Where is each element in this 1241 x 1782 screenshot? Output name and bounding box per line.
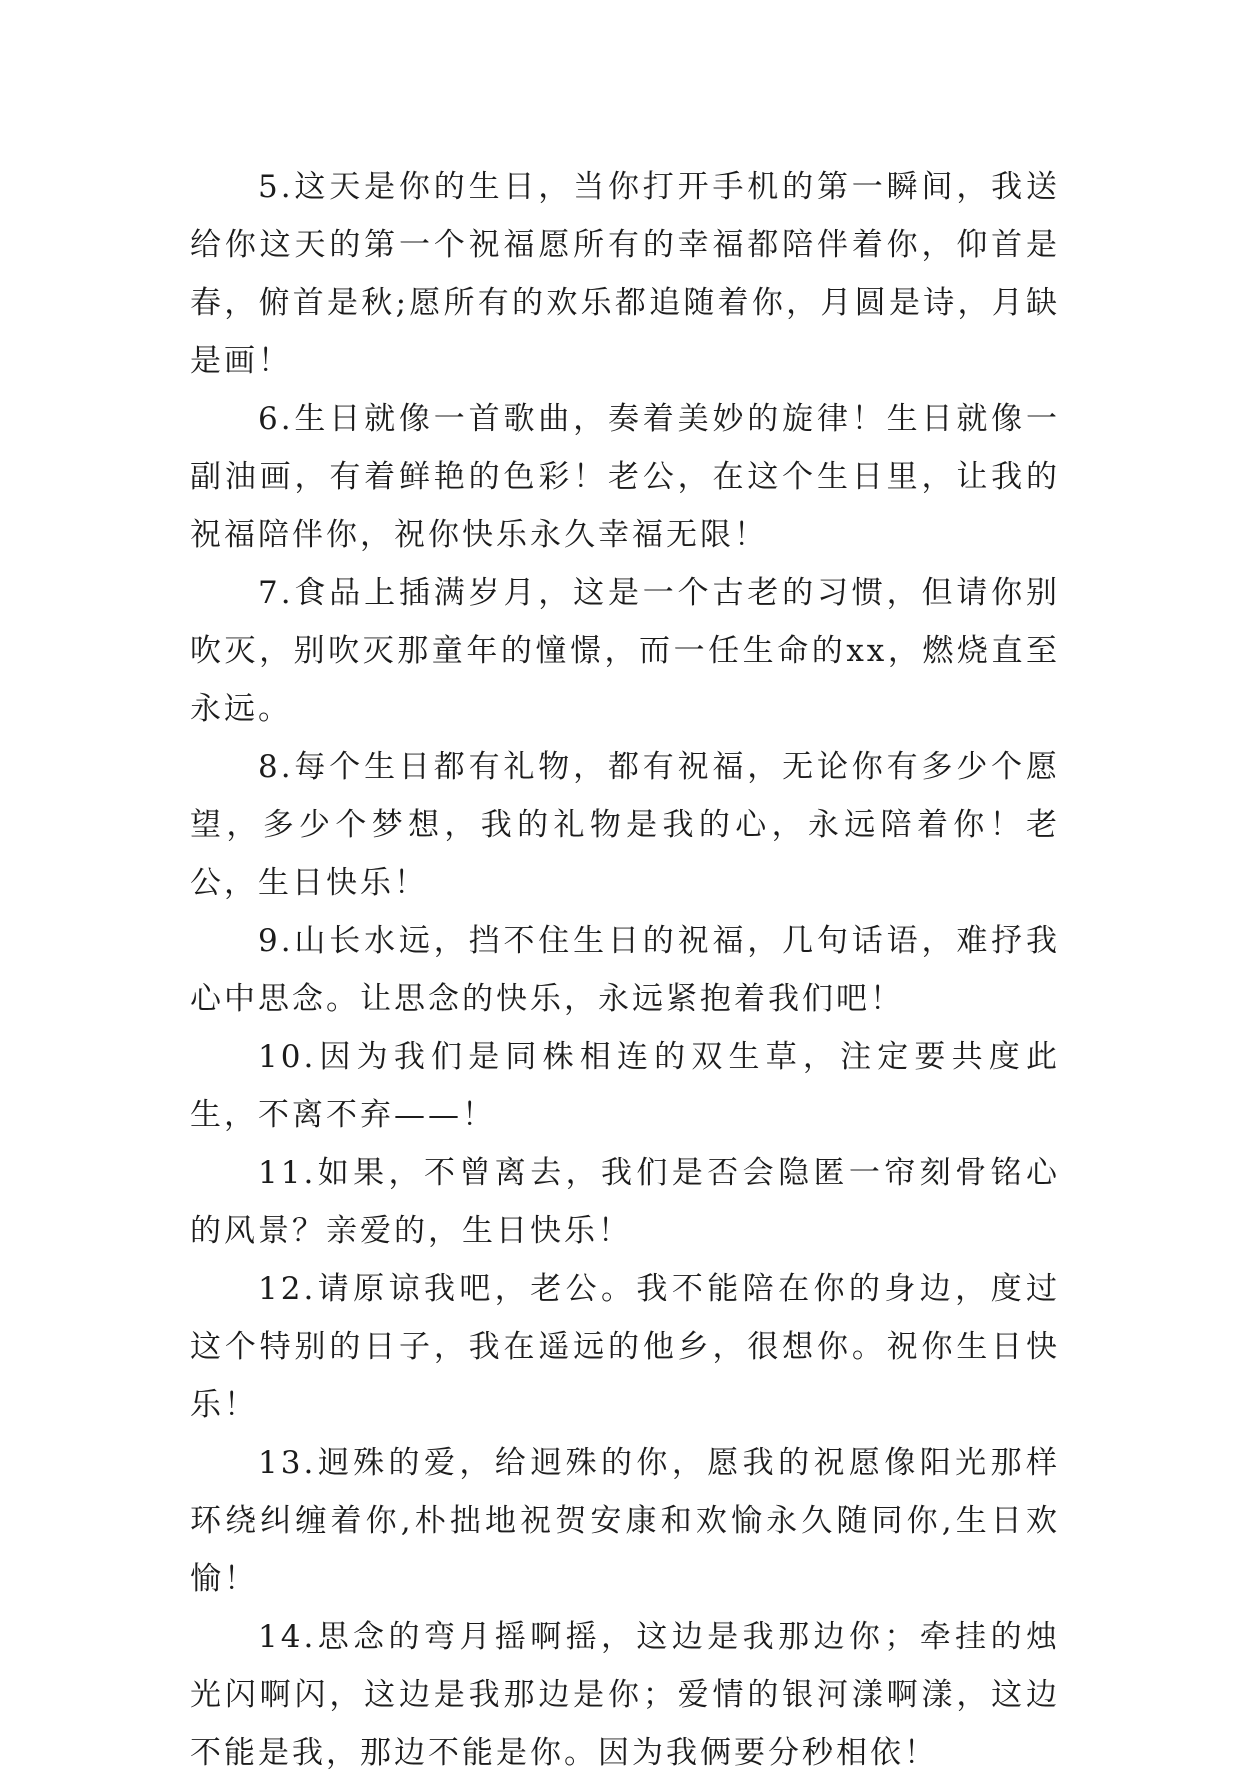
paragraph-12: 12.请原谅我吧，老公。我不能陪在你的身边，度过这个特别的日子，我在遥远的他乡，很想你。祝你生日快乐！ (190, 1271, 1060, 1423)
paragraph-11: 11.如果，不曾离去，我们是否会隐匿一帘刻骨铭心的风景？亲爱的，生日快乐！ (190, 1155, 1060, 1249)
paragraph-9: 9.山长水远，挡不住生日的祝福，几句话语，难抒我心中思念。让思念的快乐，永远紧抱着我们吧！ (190, 923, 1060, 1017)
paragraph-10: 10.因为我们是同株相连的双生草，注定要共度此生，不离不弃——！ (190, 1039, 1060, 1133)
paragraph-13: 13.迥殊的爱，给迥殊的你，愿我的祝愿像阳光那样环绕纠缠着你,朴拙地祝贺安康和欢愉永久随同你,生日欢愉！ (190, 1445, 1060, 1597)
paragraph-7: 7.食品上插满岁月，这是一个古老的习惯，但请你别吹灭，别吹灭那童年的憧憬，而一任生命的xx，燃烧直至永远。 (190, 575, 1060, 727)
paragraph-5: 5.这天是你的生日，当你打开手机的第一瞬间，我送给你这天的第一个祝福愿所有的幸福都陪伴着你，仰首是春，俯首是秋;愿所有的欢乐都追随着你，月圆是诗，月缺是画！ (190, 169, 1060, 379)
paragraph-14: 14.思念的弯月摇啊摇，这边是我那边你；牵挂的烛光闪啊闪，这边是我那边是你；爱情的银河漾啊漾，这边不能是我，那边不能是你。因为我俩要分秒相依！ (190, 1619, 1060, 1771)
document-body (190, 158, 1060, 1782)
paragraph-8: 8.每个生日都有礼物，都有祝福，无论你有多少个愿望，多少个梦想，我的礼物是我的心，永远陪着你！老公，生日快乐！ (190, 749, 1060, 901)
paragraph-6: 6.生日就像一首歌曲，奏着美妙的旋律！生日就像一副油画，有着鲜艳的色彩！老公，在这个生日里，让我的祝福陪伴你，祝你快乐永久幸福无限！ (190, 401, 1060, 553)
